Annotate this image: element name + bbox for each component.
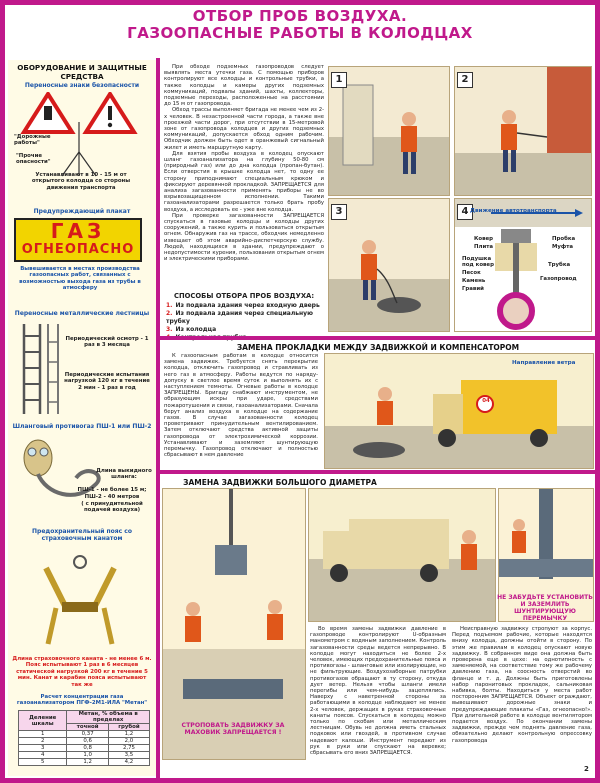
intro-paragraph-1: При обходе подземных газопроводов следует выявлять места утечки газа. С помощью приборов контролируют все колодцы и контрольные трубки, а также колодцы и камеры других подземных коммуникаций, подвалы зданий, шахты, коллекторы, подземные переходы, расположенные на расстоянии до 15 м от газопровода. [164, 64, 324, 108]
hose-psh2-note: ( с принудительной подачей воздуха) [81, 501, 143, 514]
method-text: Из подвала здания через входную дверь [175, 302, 320, 309]
table-title: Расчет концентрации газа газоанализатором ПГФ-2М1-ИЛА "Метан" [16, 694, 148, 707]
table-cell: 4,2 [108, 759, 149, 766]
table-row [19, 752, 150, 759]
table-row [19, 738, 150, 745]
table-cell: 2 [19, 738, 67, 745]
intro-paragraph-2: Обход трассы выполняет бригада не менее чем из 2-х человек. В незастроенной части города, а также вне проезжей части дорог, при отсутствии в 15-метровой зоне от газопровода колодцев и других подземных коммуникаций, допускается обход одним рабочим. Обходчик должен быть одет в оранжевый сигнальный жилет и иметь маршрутную карту. [164, 107, 324, 151]
legend-probka: Пробка [552, 236, 576, 242]
table-cell: 0,6 [67, 738, 109, 745]
table-head-rough: грубой [108, 724, 149, 731]
table-cell: 1,0 [67, 752, 109, 759]
methods-heading: СПОСОБЫ ОТБОРА ПРОБ ВОЗДУХА: [173, 292, 315, 300]
table-head-exact: точной [67, 724, 109, 731]
method-item [166, 326, 326, 334]
method-number: 2. [166, 310, 173, 317]
scene-valve-truck [308, 488, 496, 622]
intro-text-block [164, 64, 324, 263]
table-cell: 0,37 [67, 731, 109, 738]
method-item [166, 302, 326, 310]
ladder-test-note: Периодические испытания нагрузкой 120 кг в течение 2 мин - 1 раз в год [64, 372, 150, 391]
middle-top-divider [156, 336, 596, 340]
title-line-2: ГАЗООПАСНЫЕ РАБОТЫ В КОЛОДЦАХ [127, 24, 473, 42]
gaz-line-2: ОГНЕОПАСНО [21, 242, 135, 257]
bottom-text-right: Неисправную задвижку стропуют за корпус. Перед подъемом рабочие, которые находятся внизу колодца, должны отойти в сторону. По этим же правилам в колодец опускают новую задвижку. В собранном виде она должна быть проверена еще в цехе: на однотипность с заменяемой, на соответствие тому же рабочему давлению газа, на соосность отверстий во фланце и т. д. Должны быть приготовлены набор паронитовых прокладок, сальниковая набивка, болты. Находиться у места работ посторонним ЗАПРЕЩАЕТСЯ. Объект ограждают, вывешивают дорожные знаки и предупреждающие плакаты «Газ, огнеопасно!». При длительной работе в колодце вентилятором подается воздух. По окончании замены задвижки, прежде чем поднять давление газа, обязательно делают контрольную опрессовку газопровода [452, 626, 592, 744]
hose-psh2: ПШ-2 - 40 метров [84, 494, 140, 500]
table-row [19, 759, 150, 766]
vertical-divider [156, 58, 160, 778]
scene-truck-manhole [324, 353, 594, 469]
method-item [166, 310, 326, 326]
table-cell: 3 [19, 745, 67, 752]
scene-basement-pipe [454, 66, 592, 196]
belt-label: Предохранительный пояс со страховочным канатом [32, 528, 132, 542]
sign-install-note: Устанавливают в 10 - 15 м от открытого колодца со стороны движения транспорта [31, 172, 131, 191]
method-text: Из подвала здания через специальную трубку [166, 310, 313, 325]
poster-note: Вывешивается в местах производства газоопасных работ, связанных с возможностью выхода газа из трубы в атмосферу [19, 266, 141, 292]
method-number: 3. [166, 326, 173, 333]
sign-other-danger-label: "Прочие опасности" [16, 153, 51, 166]
warning-lift: СТРОПОВАТЬ ЗАДВИЖКУ ЗА МАХОВИК ЗАПРЕЩАЕТСЯ ! [181, 722, 285, 737]
intro-paragraph-4: При проверке загазованности ЗАПРЕЩАЕТСЯ спускаться в газовые колодцы и колодцы других сооружений, а также курить и пользоваться открытым огнем. Обнаружив газ на трассе, обходчик немедленно извещает об этом аварийно-диспетчерскую службу. Людей, находящихся в здании, предупреждают о недопустимости курения, пользования открытым огнем и электрическими приборами. [164, 212, 324, 263]
scene-number-3: 3 [331, 204, 347, 220]
page-number: 2 [584, 765, 589, 773]
legend-mufta: Муфта [552, 244, 573, 250]
legend-kover: Ковер [474, 236, 494, 242]
ladder-inspection-note: Периодический осмотр - 1 раз в 3 месяца [65, 336, 149, 349]
sign-road-works-label: "Дорожные работы" [14, 134, 51, 147]
table-cell: 1 [19, 731, 67, 738]
table-cell: 3,5 [108, 752, 149, 759]
gaz-line-1: ГАЗ [50, 219, 106, 243]
table-row [19, 745, 150, 752]
poster-title [0, 8, 600, 42]
table-cell: 2,75 [108, 745, 149, 752]
legend-truba: Трубка [548, 262, 571, 268]
bottom-heading: ЗАМЕНА ЗАДВИЖКИ БОЛЬШОГО ДИАМЕТРА [183, 478, 377, 487]
scene-number-1: 1 [331, 72, 347, 88]
legend-kamen: Камень [462, 278, 486, 284]
legend-plate: Плита [474, 244, 493, 250]
table-cell: 4 [19, 752, 67, 759]
table-head-division: Деление шкалы [19, 711, 67, 731]
legend-pesok: Песок [462, 270, 481, 276]
bottom-top-divider [156, 470, 596, 474]
title-line-1: ОТБОР ПРОБ ВОЗДУХА. [192, 7, 408, 25]
scene-number-4: 4 [457, 204, 473, 220]
ladders-label: Переносные металлические лестницы [14, 310, 150, 317]
hose-psh1: ПШ-1 - не более 15 м; [77, 487, 147, 493]
gasmask-label: Шланговый противогаз ПШ-1 или ПШ-2 [12, 423, 152, 430]
table-cell: 5 [19, 759, 67, 766]
wind-direction-label: Направление ветра [512, 360, 576, 366]
warning-jumper: НЕ ЗАБУДЬТЕ УСТАНОВИТЬ И ЗАЗЕМЛИТЬ ШУНТИРУЮЩУЮ ПЕРЕМЫЧКУ [497, 594, 593, 622]
traffic-direction-label: Движение автотранспорта [470, 208, 557, 214]
method-number: 1. [166, 302, 173, 309]
scene-number-2: 2 [457, 72, 473, 88]
table-cell: 1,2 [67, 759, 109, 766]
table-cell: 0,8 [67, 745, 109, 752]
table-head-methane: Метан, % объема в пределах [67, 711, 150, 724]
bottom-text-left: Во время замены задвижки давление в газопроводе контролируют U-образным манометром с водяным заполнением. Контроль загазованности среды ведется непрерывно. В колодце могут находиться не более 2-х человек, имеющих предохранительные пояса и противогазы - шланговые или изолирующие, но не фильтрующие. Воздухозаборные патрубки противогазов обращают в ту сторону, откуда дует ветер. Нельзя чтобы шланги имели перегибы или чем-нибудь зацеплялись. Наверху с наветренной стороны за работающими в колодце наблюдают не менее 2-х человек, держащих в руках страховочные канаты поясов. Спускаться в колодец можно только по скобам или металлическим лестницам. Обувь не должна иметь стальных подковок или гвоздей, в противном случае надевают калоши. Инструмент передают из рук в руки или спускают на веревке; сбрасывать его вниз ЗАПРЕЩАЕТСЯ. [310, 626, 446, 757]
safety-belt-icon [26, 548, 134, 648]
method-text: Из колодца [175, 326, 217, 333]
concentration-table [18, 710, 150, 766]
scene-valve-crane [162, 488, 306, 760]
intro-paragraph-3: Для взятия пробы воздуха в колодец опускают шланг газоанализатора на глубину 50-80 см (природный газ) или до дна колодца (пропан-бутан). Если отверстия в крышке колодца нет, то одну ее сторону приподнимают специальным крюком и фиксируют деревянной прокладкой. ЗАПРЕЩАЕТСЯ для анализа загазованности применять приборы не во взрывозащищенном исполнении. Такими газоанализаторами разрешается только брать пробу воздуха, а исследовать ее - уже вне колодца. [164, 150, 324, 213]
equipment-heading: ОБОРУДОВАНИЕ И ЗАЩИТНЫЕ СРЕДСТВА [17, 63, 147, 81]
table-row [19, 731, 150, 738]
middle-heading: ЗАМЕНА ПРОКЛАДКИ МЕЖДУ ЗАДВИЖКОЙ И КОМПЕНСАТОРОМ [236, 343, 520, 352]
table-cell: 2,0 [108, 738, 149, 745]
middle-text: К газоопасным работам в колодце относится замена задвижек. Требуется снять перекрытие колодца, отключить газопровод и стравливать из него газ в атмосферу. Работы ведутся по наряду-допуску в светлое время суток и выполнять их с наступлением темноты. Огневые работы в колодце ЗАПРЕЩЕНЫ. Бригаду снабжают инструментом, не образующим искры при ударе, средствами пожаротушения и связи, газоанализаторами. Сначала берут анализ воздуха в колодце на содержание газов. В случае загазованности колодец проветривают принудительным вентилированием. Затем отключают средства активной защиты газопровода от электрохимической коррозии. Устанавливают и заземляют шунтирующую перемычку. Газопровод отключают и полностью сбрасывают в нем давление [164, 353, 318, 459]
legend-gazoprovod: Газопровод [540, 276, 577, 282]
poster-label: Предупреждающий плакат [33, 208, 131, 215]
legend-gravii: Гравий [462, 286, 484, 292]
legend-podushka: Подушка под ковер [462, 256, 494, 269]
rope-note: Длина страховочного каната - не менее 6 м. Пояс испытывают 1 раз в 6 месяцев статической нагрузкой 200 кг в течение 5 мин. Канат и карабин пояса испытывают так же [12, 656, 152, 688]
truck-number: 04 [482, 398, 490, 404]
table-cell: 1,2 [108, 731, 149, 738]
ladder-icon [18, 322, 62, 416]
hose-length-title: Длина выкидного шланга: [96, 468, 152, 481]
portable-signs-label: Переносные знаки безопасности [24, 82, 140, 89]
gas-flammable-poster [14, 218, 142, 262]
